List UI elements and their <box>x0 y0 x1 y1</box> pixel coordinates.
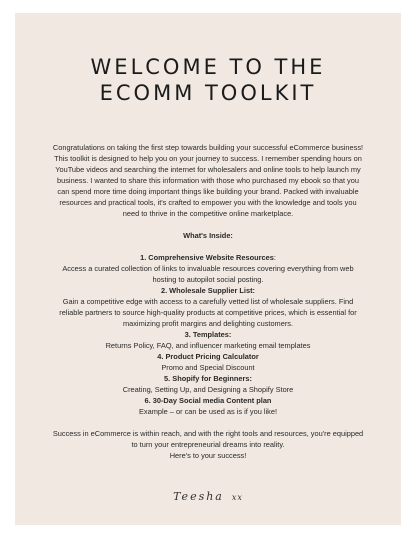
section-line: hosting to autopilot social posting. <box>152 275 264 284</box>
closing-line: Success in eCommerce is within reach, and with the right tools and resources, you're equipped <box>52 429 364 438</box>
section-templates <box>19 329 397 351</box>
signature-kisses: xx <box>231 493 243 502</box>
section-line: Example – or can be used as is if you like! <box>138 407 278 416</box>
section-line: Access a curated collection of links to invaluable resources covering everything from web <box>62 264 354 273</box>
signature <box>15 490 401 503</box>
whats-inside-heading: What's Inside: <box>183 231 233 240</box>
section-pricing-calculator <box>19 351 397 373</box>
intro-line: resources and practical tools, it's crafted to empower you with the knowledge and tools you <box>59 198 357 207</box>
document-page <box>15 13 401 525</box>
closing-paragraph <box>19 428 397 461</box>
section-heading: 5. Shopify for Beginners: <box>164 374 252 383</box>
intro-line: YouTube videos and searching the internet for wholesalers and online tools to help launch my <box>55 165 361 174</box>
section-line: Returns Policy, FAQ, and influencer marketing email templates <box>105 341 311 350</box>
section-heading: 1. Comprehensive Website Resources <box>140 253 274 262</box>
page-title-line-2: ECOMM TOOLKIT <box>99 81 317 105</box>
intro-line: This toolkit is designed to help you on your journey to success. I remember spending hours on <box>54 154 362 163</box>
intro-line: Congratulations on taking the first step towards building your successful eCommerce business! <box>52 143 364 152</box>
section-heading: 2. Wholesale Supplier List: <box>160 286 256 295</box>
section-wholesale-suppliers <box>19 285 397 329</box>
section-heading-suffix: : <box>273 253 276 262</box>
section-line: Promo and Special Discount <box>161 363 255 372</box>
section-shopify-beginners <box>19 373 397 395</box>
section-website-resources <box>19 252 397 285</box>
intro-line: need to thrive in the competitive online marketplace. <box>122 209 294 218</box>
intro-line: can spend more time doing important things like building your brand. Packed with invaluable <box>57 187 359 196</box>
closing-line: Here's to your success! <box>169 451 247 460</box>
section-heading: 4. Product Pricing Calculator <box>157 352 259 361</box>
section-heading: 6. 30-Day Social media Content plan <box>144 396 272 405</box>
section-content-plan <box>19 395 397 417</box>
signature-name: Teesha <box>173 490 224 503</box>
page-title-line-1: WELCOME TO THE <box>90 55 326 79</box>
intro-paragraph <box>19 142 397 219</box>
closing-line: to turn your entrepreneurial dreams into reality. <box>131 440 285 449</box>
section-heading: 3. Templates: <box>184 330 232 339</box>
section-line: Creating, Setting Up, and Designing a Shopify Store <box>122 385 294 394</box>
section-line: Gain a competitive edge with access to a carefully vetted list of wholesale suppliers. Find <box>62 297 354 306</box>
section-line: maximizing profit margins and delighting customers. <box>122 319 294 328</box>
intro-line: business. I wanted to share this information with those who purchased my ebook so that you <box>57 176 359 185</box>
section-line: reliable partners to source high-quality products at competitive prices, which is essential for <box>59 308 357 317</box>
document-body <box>19 142 397 461</box>
